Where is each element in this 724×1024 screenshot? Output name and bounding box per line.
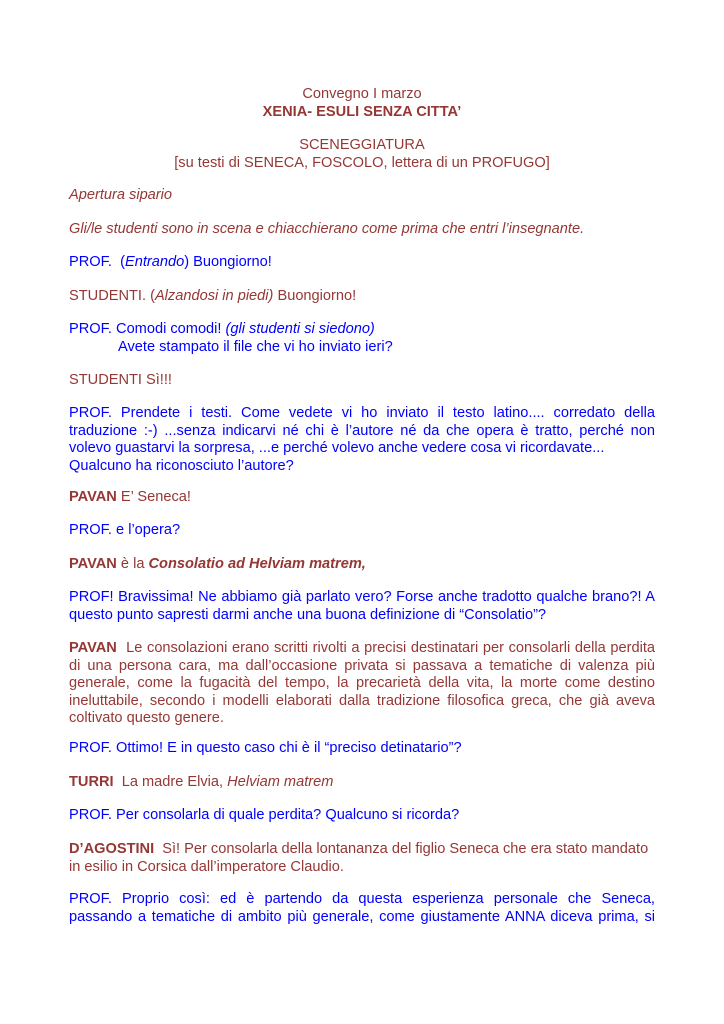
paragraph-line: coltivato questo genere.: [69, 710, 224, 726]
header-block: [69, 86, 655, 121]
subtitle-block: [69, 137, 655, 172]
speaker: STUDENTI.: [69, 288, 147, 304]
work-title: Helviam matrem: [227, 774, 334, 790]
line-pavan-seneca: [69, 489, 655, 507]
line-prof-testi: [69, 405, 655, 475]
line-prof-proprio: [69, 891, 655, 926]
stage-note: Entrando: [124, 254, 185, 270]
play-title: XENIA- ESULI SENZA CITTA’: [262, 103, 462, 120]
speaker: PAVAN: [69, 640, 117, 656]
line-text: Buongiorno!: [193, 254, 272, 270]
speaker: PAVAN: [69, 489, 117, 505]
line-prof-opera: PROF. e l’opera?: [69, 522, 181, 538]
line-text: Buongiorno!: [277, 288, 357, 304]
line-pavan-consolatio: [69, 556, 655, 574]
line-text: La madre Elvia,: [121, 774, 224, 790]
line-students-greeting: STUDENTI. (Alzandosi in piedi) Buongiorno!: [69, 288, 357, 304]
speaker: PROF.: [69, 254, 112, 270]
paragraph-line: di una persona cara, ma dall’occasione privata si passava a tematiche di valenza più: [69, 657, 655, 674]
stage-note: Alzandosi in piedi): [154, 288, 274, 304]
paragraph-line: Sì! Per consolarla della lontananza del figlio Seneca che era stato mandato: [162, 841, 649, 857]
paragraph-line: Le consolazioni erano scritti rivolti a precisi destinatari per consolarli della perdita: [126, 640, 656, 656]
stage-opening: Apertura sipario: [69, 187, 173, 203]
paragraph-line: PROF. Prendete i testi. Come vedete vi ho inviato il testo latino.... corredato della: [69, 405, 655, 421]
paragraph-line: volevo guastarvi la sorpresa, ...e perché volevo anche vedere cosa vi ricordavate...: [69, 440, 605, 456]
paragraph-line: questo punto sapresti darmi anche una buona definizione di “Consolatio”?: [69, 606, 547, 623]
line-prof-bravissima: [69, 589, 655, 624]
stage-note: (gli studenti si siedono): [225, 321, 375, 337]
paragraph-line: in esilio in Corsica dall’imperatore Claudio.: [69, 858, 344, 875]
paragraph-line: PROF! Bravissima! Ne abbiamo già parlato vero? Forse anche tradotto qualche brano?! A: [69, 589, 655, 605]
line-text: E’ Seneca!: [120, 489, 191, 505]
line-text: è la: [120, 556, 145, 572]
line-prof-comodi: [69, 321, 655, 356]
sources-note: [su testi di SENECA, FOSCOLO, lettera di un PROFUGO]: [174, 154, 550, 171]
speaker: D’AGOSTINI: [69, 841, 155, 857]
paragraph-line: generale, come la fugacità del tempo, la precarietà della vita, la morte come destino: [69, 675, 655, 691]
line-prof-entering: PROF. (Entrando) Buongiorno!: [69, 254, 272, 270]
speaker: PAVAN: [69, 556, 117, 572]
paragraph-line: PROF. Proprio così: ed è partendo da questa esperienza personale che Seneca,: [69, 891, 655, 907]
line-turri: [69, 774, 655, 792]
speaker: TURRI: [69, 774, 114, 790]
paragraph-line: Qualcuno ha riconosciuto l’autore?: [69, 457, 294, 474]
work-title: Consolatio ad Helviam matrem,: [148, 556, 366, 572]
line-dagostini: [69, 841, 655, 876]
line-prof-destinatario: PROF. Ottimo! E in questo caso chi è il “preciso detinatario”?: [69, 740, 462, 756]
line-students-yes: STUDENTI Sì!!!: [69, 372, 172, 388]
paragraph-line: traduzione :-) ...senza indicarvi né chi è l’autore né da che opera è tratto, perché non: [69, 422, 655, 439]
paragraph-line: passando a tematiche di ambito più generale, come giustamente ANNA diceva prima, si: [69, 908, 655, 925]
paragraph-line: ineluttabile, secondo i modelli elaborati dalla tradizione filosofica greca, che già aveva: [69, 692, 655, 709]
stage-direction: Gli/le studenti sono in scena e chiacchierano come prima che entri l’insegnante.: [69, 221, 585, 237]
screenplay-label: SCENEGGIATURA: [299, 137, 425, 153]
line-text-continued: Avete stampato il file che vi ho inviato ieri?: [118, 338, 393, 355]
line-pavan-definition: [69, 640, 655, 728]
line-prof-perdita: PROF. Per consolarla di quale perdita? Qualcuno si ricorda?: [69, 807, 460, 823]
event-title: Convegno I marzo: [302, 86, 422, 102]
line-text: PROF. Comodi comodi!: [69, 321, 226, 337]
